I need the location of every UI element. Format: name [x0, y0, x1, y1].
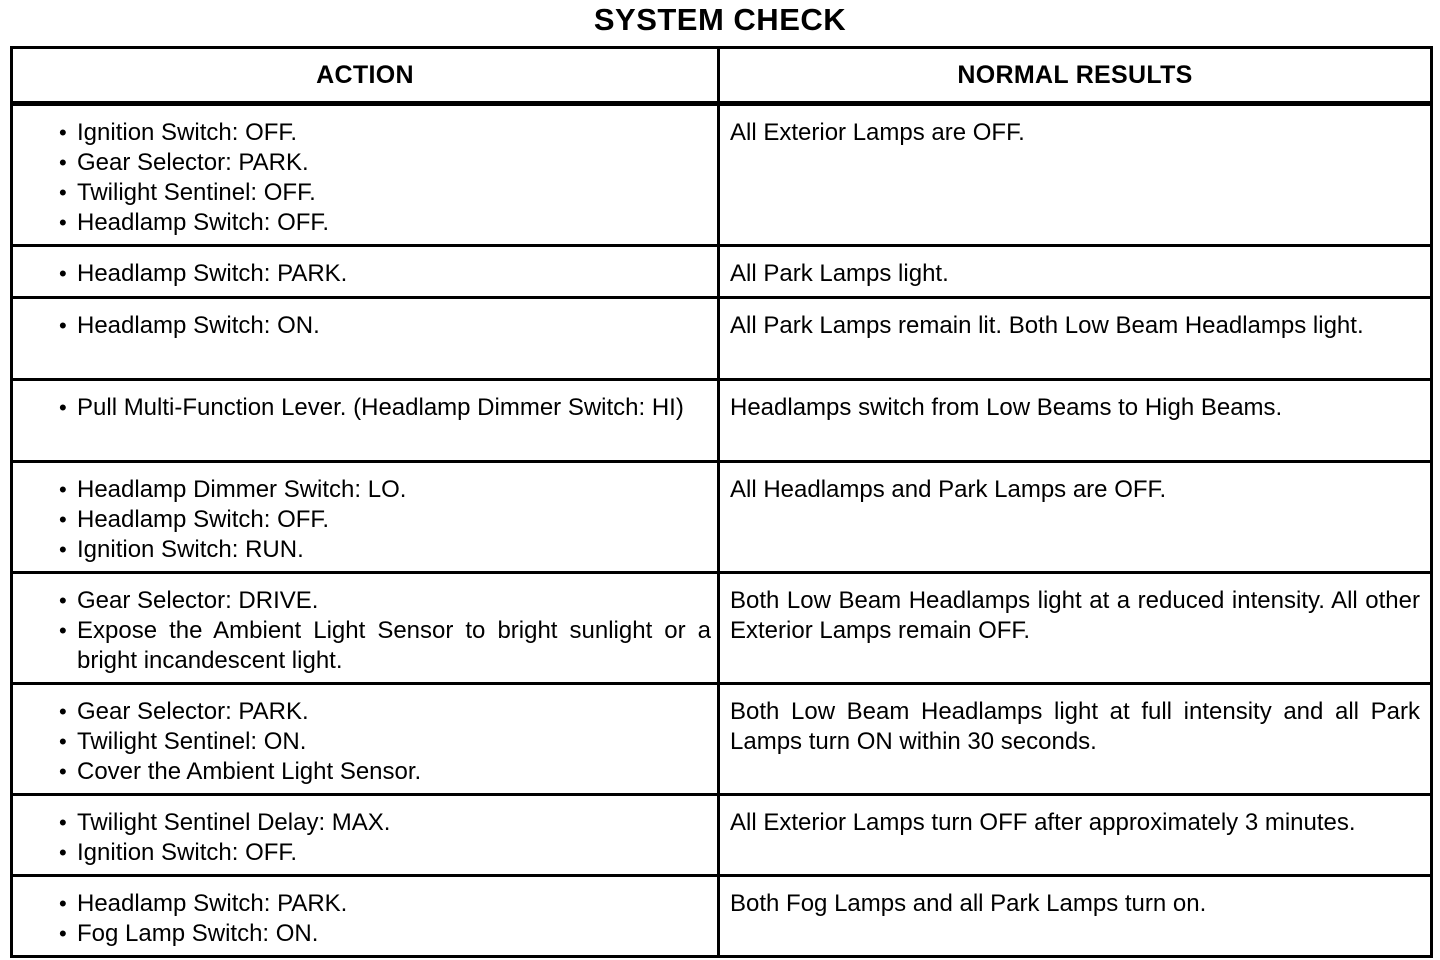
action-column-header: ACTION: [12, 48, 719, 104]
action-item: [57, 727, 711, 757]
action-item-text: Headlamp Switch: OFF.: [77, 209, 330, 236]
action-item-text: Gear Selector: DRIVE.: [77, 587, 319, 614]
action-item: [57, 475, 711, 505]
action-item-text: Headlamp Switch: PARK.: [77, 890, 348, 917]
action-item: [57, 311, 711, 341]
bullet-icon: •: [59, 507, 67, 532]
bullet-icon: •: [59, 180, 67, 205]
action-item: [57, 616, 711, 676]
action-item-text: Headlamp Switch: ON.: [77, 312, 320, 339]
action-cell: [12, 876, 719, 957]
bullet-icon: •: [59, 921, 67, 946]
action-cell: [12, 104, 719, 246]
action-item: [57, 393, 711, 423]
action-item: [57, 259, 711, 289]
table-row: [12, 380, 1432, 462]
action-list: [57, 475, 711, 565]
result-column-header: NORMAL RESULTS: [719, 48, 1432, 104]
action-cell: [12, 795, 719, 876]
action-item: [57, 535, 711, 565]
action-item-text: Twilight Sentinel Delay: MAX.: [77, 809, 391, 836]
bullet-icon: •: [59, 810, 67, 835]
bullet-icon: •: [59, 729, 67, 754]
action-item-text: Headlamp Switch: OFF.: [77, 506, 330, 533]
bullet-icon: •: [59, 759, 67, 784]
bullet-icon: •: [59, 395, 67, 420]
action-list: [57, 889, 711, 949]
action-cell: [12, 246, 719, 298]
bullet-icon: •: [59, 120, 67, 145]
header-row: [12, 48, 1432, 104]
action-cell: [12, 573, 719, 684]
bullet-icon: •: [59, 210, 67, 235]
result-cell: All Exterior Lamps turn OFF after approximately 3 minutes.: [719, 795, 1432, 876]
action-cell: [12, 298, 719, 380]
result-cell: Both Low Beam Headlamps light at a reduced intensity. All other Exterior Lamps remain OFF.: [719, 573, 1432, 684]
action-item: [57, 118, 711, 148]
action-list: [57, 118, 711, 238]
result-cell: All Park Lamps light.: [719, 246, 1432, 298]
action-item: [57, 919, 711, 949]
table-row: [12, 104, 1432, 246]
table-row: [12, 246, 1432, 298]
action-item: [57, 838, 711, 868]
bullet-icon: •: [59, 699, 67, 724]
table-row: [12, 684, 1432, 795]
result-cell: All Park Lamps remain lit. Both Low Beam Headlamps light.: [719, 298, 1432, 380]
bullet-icon: •: [59, 588, 67, 613]
bullet-icon: •: [59, 840, 67, 865]
table-row: [12, 298, 1432, 380]
action-list: [57, 808, 711, 868]
bullet-icon: •: [59, 537, 67, 562]
action-item-text: Twilight Sentinel: ON.: [77, 728, 307, 755]
table-row: [12, 573, 1432, 684]
bullet-icon: •: [59, 891, 67, 916]
action-list: [57, 697, 711, 787]
action-item-text: Ignition Switch: OFF.: [77, 839, 298, 866]
action-item-text: Headlamp Switch: PARK.: [77, 260, 348, 287]
bullet-icon: •: [59, 150, 67, 175]
action-item-text: Expose the Ambient Light Sensor to bright sunlight or a bright incandescent light.: [77, 617, 711, 674]
action-item: [57, 889, 711, 919]
bullet-icon: •: [59, 477, 67, 502]
action-item: [57, 178, 711, 208]
action-list: [57, 311, 711, 341]
action-list: [57, 393, 711, 423]
action-item: [57, 148, 711, 178]
result-cell: All Exterior Lamps are OFF.: [719, 104, 1432, 246]
action-cell: [12, 462, 719, 573]
action-item: [57, 505, 711, 535]
action-item-text: Twilight Sentinel: OFF.: [77, 179, 316, 206]
system-check-table: [10, 46, 1433, 958]
action-item-text: Fog Lamp Switch: ON.: [77, 920, 319, 947]
bullet-icon: •: [59, 261, 67, 286]
result-cell: Headlamps switch from Low Beams to High Beams.: [719, 380, 1432, 462]
action-item-text: Ignition Switch: OFF.: [77, 119, 298, 146]
action-item-text: Gear Selector: PARK.: [77, 698, 309, 725]
result-cell: All Headlamps and Park Lamps are OFF.: [719, 462, 1432, 573]
table-row: [12, 876, 1432, 957]
result-cell: Both Low Beam Headlamps light at full intensity and all Park Lamps turn ON within 30 seconds.: [719, 684, 1432, 795]
action-item: [57, 808, 711, 838]
action-item-text: Pull Multi-Function Lever. (Headlamp Dimmer Switch: HI): [77, 394, 684, 421]
action-item: [57, 208, 711, 238]
bullet-icon: •: [59, 313, 67, 338]
action-list: [57, 259, 711, 289]
result-cell: Both Fog Lamps and all Park Lamps turn on.: [719, 876, 1432, 957]
table-row: [12, 462, 1432, 573]
action-cell: [12, 380, 719, 462]
action-list: [57, 586, 711, 676]
action-item: [57, 697, 711, 727]
action-item-text: Ignition Switch: RUN.: [77, 536, 304, 563]
action-item-text: Headlamp Dimmer Switch: LO.: [77, 476, 407, 503]
page-title: SYSTEM CHECK: [593, 2, 847, 37]
action-item: [57, 586, 711, 616]
action-item-text: Gear Selector: PARK.: [77, 149, 309, 176]
action-cell: [12, 684, 719, 795]
action-item: [57, 757, 711, 787]
bullet-icon: •: [59, 618, 67, 643]
table-row: [12, 795, 1432, 876]
action-item-text: Cover the Ambient Light Sensor.: [77, 758, 422, 785]
